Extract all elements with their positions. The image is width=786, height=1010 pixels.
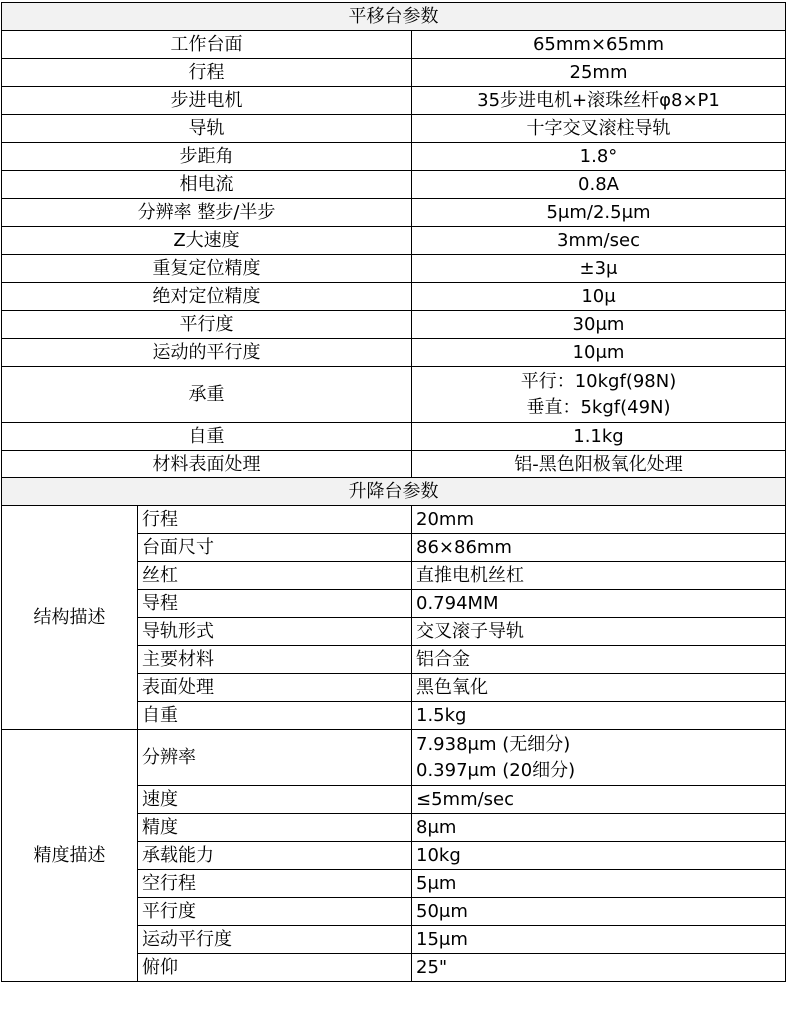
param-label: 主要材料 <box>138 646 412 674</box>
param-value: 25" <box>412 954 786 982</box>
param-label: 相电流 <box>2 171 412 199</box>
param-label: 行程 <box>2 59 412 87</box>
param-value-line: 0.397μm (20细分) <box>416 759 576 781</box>
param-value: 0.8A <box>412 171 786 199</box>
param-label: 重复定位精度 <box>2 255 412 283</box>
param-label: 承载能力 <box>138 842 412 870</box>
param-value: 铝-黑色阳极氧化处理 <box>412 451 786 479</box>
param-label: 分辨率 整步/半步 <box>2 199 412 227</box>
table-row <box>2 283 786 311</box>
param-label: 自重 <box>2 423 412 451</box>
param-value-line: 7.938μm (无细分) <box>416 733 571 755</box>
translation-stage-table <box>1 2 786 479</box>
param-value: 25mm <box>412 59 786 87</box>
param-value: 50μm <box>412 898 786 926</box>
param-label: 导程 <box>138 590 412 618</box>
table-row <box>2 115 786 143</box>
table-row <box>2 171 786 199</box>
param-value: 5μm <box>412 870 786 898</box>
param-value: 15μm <box>412 926 786 954</box>
table-row <box>2 143 786 171</box>
table-row <box>2 59 786 87</box>
table-row <box>2 423 786 451</box>
table-row <box>2 311 786 339</box>
param-value: 86×86mm <box>412 534 786 562</box>
param-label: Z大速度 <box>2 227 412 255</box>
param-value: 5μm/2.5μm <box>412 199 786 227</box>
param-value: 1.8° <box>412 143 786 171</box>
group-label: 精度描述 <box>2 730 138 982</box>
param-label: 步进电机 <box>2 87 412 115</box>
param-label: 导轨形式 <box>138 618 412 646</box>
param-label: 精度 <box>138 814 412 842</box>
param-value: 10μm <box>412 339 786 367</box>
param-value: 铝合金 <box>412 646 786 674</box>
param-label: 空行程 <box>138 870 412 898</box>
table-row <box>2 506 786 534</box>
param-label: 平行度 <box>138 898 412 926</box>
param-label: 自重 <box>138 702 412 730</box>
param-label: 导轨 <box>2 115 412 143</box>
lift-stage-table <box>1 477 786 982</box>
param-label: 运动平行度 <box>138 926 412 954</box>
param-value: 8μm <box>412 814 786 842</box>
param-label: 速度 <box>138 786 412 814</box>
param-value: 0.794MM <box>412 590 786 618</box>
param-label: 台面尺寸 <box>138 534 412 562</box>
param-label: 俯仰 <box>138 954 412 982</box>
param-value: 10kg <box>412 842 786 870</box>
table-row <box>2 255 786 283</box>
param-label: 工作台面 <box>2 31 412 59</box>
param-label: 材料表面处理 <box>2 451 412 479</box>
param-value: 20mm <box>412 506 786 534</box>
param-value-line: 平行：10kgf(98N) <box>520 370 677 392</box>
param-label: 运动的平行度 <box>2 339 412 367</box>
param-value: 65mm×65mm <box>412 31 786 59</box>
translation-stage-title: 平移台参数 <box>2 3 786 31</box>
table-row <box>2 367 786 423</box>
param-label: 绝对定位精度 <box>2 283 412 311</box>
param-value: 3mm/sec <box>412 227 786 255</box>
param-value <box>412 730 786 786</box>
param-label: 步距角 <box>2 143 412 171</box>
param-value: 十字交叉滚柱导轨 <box>412 115 786 143</box>
param-value <box>412 367 786 423</box>
table-row <box>2 227 786 255</box>
param-value: 交叉滚子导轨 <box>412 618 786 646</box>
param-value: 10μ <box>412 283 786 311</box>
table-row <box>2 87 786 115</box>
param-label: 承重 <box>2 367 412 423</box>
group-label: 结构描述 <box>2 506 138 730</box>
param-value: 黑色氧化 <box>412 674 786 702</box>
param-value: ±3μ <box>412 255 786 283</box>
param-label: 丝杠 <box>138 562 412 590</box>
param-value: ≤5mm/sec <box>412 786 786 814</box>
param-value: 30μm <box>412 311 786 339</box>
table-row <box>2 451 786 479</box>
param-label: 表面处理 <box>138 674 412 702</box>
param-value: 1.1kg <box>412 423 786 451</box>
param-value: 35步进电机+滚珠丝杆φ8×P1 <box>412 87 786 115</box>
lift-stage-title: 升降台参数 <box>2 478 786 506</box>
table-row <box>2 339 786 367</box>
table-row <box>2 199 786 227</box>
param-label: 平行度 <box>2 311 412 339</box>
table-row <box>2 730 786 786</box>
param-value-line: 垂直：5kgf(49N) <box>526 396 671 418</box>
param-value: 1.5kg <box>412 702 786 730</box>
table-row <box>2 31 786 59</box>
param-label: 行程 <box>138 506 412 534</box>
param-label: 分辨率 <box>138 730 412 786</box>
param-value: 直推电机丝杠 <box>412 562 786 590</box>
